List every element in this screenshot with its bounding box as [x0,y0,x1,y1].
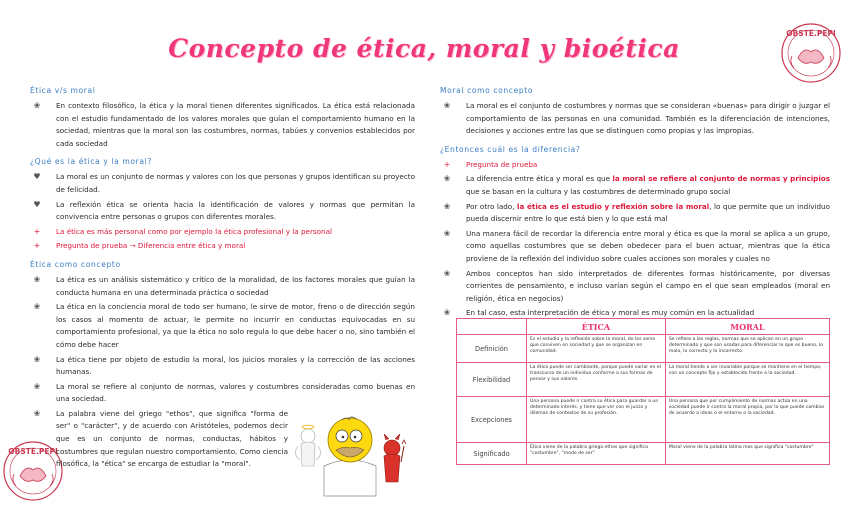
flower-bullet-icon: ❀ [33,408,41,418]
list-item: ❀ La moral se refiere al conjunto de normas, valores y costumbres consideradas como buenas en una sociedad. [33,381,415,404]
list-item: ❀ La ética en la conciencia moral de todo ser humano, le sirve de motor, freno o de dirección según los casos al momento de actuar, le permite no incurrir en conductas equivocadas en su comportamiento profesional, ya que la ética no solo regula lo que debe hacer o no, sino también el cómo debe hacer [33,302,415,349]
bullet-list [30,171,415,253]
cartoon-illustration-icon [294,406,406,504]
page-title: Concepto de ética, moral y bioética [168,34,680,63]
obste-pepi-logo [780,22,842,84]
cross-bullet-icon: + [443,159,451,169]
bullet-list [30,100,415,150]
flower-bullet-icon: ❀ [33,302,41,312]
list-item: ❀ La diferencia entre ética y moral es que la moral se refiere al conjunto de normas y principios que se basan en la cultura y las costumbres de determinado grupo social [443,174,830,196]
flower-bullet-icon: ❀ [33,354,41,364]
list-item-red: + La ética es más personal como por ejemplo la ética profesional y la personal [33,226,333,236]
left-column [30,86,415,473]
flower-bullet-icon: ❀ [33,101,41,110]
flower-bullet-icon: ❀ [443,174,451,184]
comparison-table [456,318,830,465]
table-cell: Es el estudio y la reflexión sobre la moral, de los seres que conviven en sociedad y que se organizan en comunidad. [527,335,666,363]
list-item-red: + Pregunta de prueba → Diferencia entre ética y moral [33,241,246,251]
bullet-list [30,408,288,471]
logo-text: OBSTE.PEPI [8,447,58,456]
cross-bullet-icon: + [33,226,41,236]
table-row [457,335,830,363]
row-label: Significado [457,443,527,465]
logo-stamp-icon [780,22,842,84]
table-cell: Se refiere a las reglas, normas que se aplican en un grupo determinado y que son usadas para diferenciar lo que es bueno, lo malo, lo correcto y lo incorrecto. [665,335,829,363]
list-item-red: + Pregunta de prueba [443,159,538,169]
list-item: ❀ En tal caso, esta interpretación de ética y moral es muy común en la actualidad [443,308,755,318]
flower-bullet-icon: ❀ [443,268,451,278]
bullet-list [440,159,830,320]
flower-bullet-icon: ❀ [33,381,41,391]
list-item: ❀ Ambos conceptos han sido interpretados de diferentes formas históricamente, por diversas corrientes de pensamiento, e incluso varían según el campo en el que sean empleados (moral en religión, ética en negocios) [443,268,830,303]
section-heading-ethics-concept: Ética como concepto [30,259,121,269]
table-header-ethics: ÉTICA [527,319,666,335]
flower-bullet-icon: ❀ [443,101,451,110]
table-corner [457,319,527,335]
table-cell: La moral tiende a ser invariable porque se mantiene en el tiempo, con un concepto fijo y establecido frente a la sociedad. [665,363,829,397]
section-heading-ethics-vs-moral: Ética v/s moral [30,86,96,95]
table-cell: Una persona que por cumplimiento de normas actúa en una sociedad puede ir contra la moral propia, por lo que puede cambiar de acuerdo a ideas o el entorno o la sociedad. [665,397,829,443]
flower-bullet-icon: ❀ [443,308,451,318]
logo-text: OBSTE.PEPI [786,29,836,38]
table-cell: Una persona puede ir contra su ética para guardar a un determinado interés, y tiene que ver con el juicio y dilemas de contextos de su profesión. [527,397,666,443]
list-item: ❀ La moral es el conjunto de costumbres y normas que se consideran «buenas» para dirigir o juzgar el comportamiento de las personas en una comunidad. También es la diferenciación de intenciones, decisiones y acciones entre las que se distinguen como propias y las impropias. [443,101,830,136]
bullet-list [440,100,830,138]
list-item: ❀ Por otro lado, la ética es el estudio y reflexión sobre la moral, lo que permite que un individuo pueda discernir entre lo que está bien y lo que está mal [443,201,830,224]
flower-bullet-icon: ❀ [33,274,41,284]
heart-bullet-icon: ♥ [33,199,41,209]
list-item: ♥ La moral es un conjunto de normas y valores con los que personas y grupos identifican su proyecto de felicidad. [33,172,415,194]
flower-bullet-icon: ❀ [443,228,451,238]
etymology-block [30,408,415,471]
list-item: ❀ En contexto filosófico, la ética y la moral tienen diferentes significados. La ética está relacionada con el estudio fundamentado de los valores morales que guían el comportamiento humano en la sociedad, mientras que la moral son las costumbres, normas, tabúes y convenios establecidos por cada sociedad [33,101,415,148]
table-row [457,397,830,443]
table-cell: La ética puede ser cambiante, porque puede variar en el transcurso de un individuo conforme a sus formas de pensar y sus valores. [527,363,666,397]
heart-bullet-icon: ♥ [33,172,41,182]
list-item: ❀ La ética tiene por objeto de estudio la moral, los juicios morales y la corrección de las acciones humanas. [33,354,415,377]
list-item: ♥ La reflexión ética se orienta hacia la identificación de valores y normas que permitan la convivencia entre personas o grupos con diferentes morales. [33,199,415,222]
table-cell: Ética viene de la palabra griega ethos que significa "costumbre", "modo de ser" [527,443,666,465]
table-row [457,443,830,465]
right-column [440,86,830,322]
homer-angel-devil-illustration [294,406,406,504]
table-row [457,363,830,397]
section-heading-difference: ¿Entonces cuál es la diferencia? [440,144,581,154]
highlight-ethics: la ética es el estudio y reflexión sobre la moral [516,201,710,211]
section-heading-moral-concept: Moral como concepto [440,86,534,95]
row-label: Excepciones [457,397,527,443]
cross-bullet-icon: + [33,241,41,251]
flower-bullet-icon: ❀ [443,201,451,211]
table-header-row [457,319,830,335]
list-item: ❀ La palabra viene del griego "ethos", que significa "forma de ser" o "carácter", y de acuerdo con Aristóteles, podemos decir que es un conjunto de normas, conductas, hábitos y costumbres que regulan nuestro comportamiento. Como ciencia filosófica, la "ética" se encarga de estudiar la "moral". [33,408,288,469]
list-item: ❀ Una manera fácil de recordar la diferencia entre moral y ética es que la moral se aplica a un grupo, como aquellas costumbres que se deben obedecer para el buen actuar, mientras que la ética proviene de la reflexión del individuo sobre cuales acciones son morales y cuales no [443,228,830,263]
table-cell: Moral viene de la palabra latina mos que significa "costumbre" [665,443,829,465]
bullet-list [30,274,415,406]
section-heading-what-is: ¿Qué es la ética y la moral? [30,157,152,167]
table-header-moral: MORAL [665,319,829,335]
row-label: Flexibilidad [457,363,527,397]
row-label: Definición [457,335,527,363]
list-item: ❀ La ética es un análisis sistemático y crítico de la moralidad, de los factores morales que guían la conducta humana en una determinada práctica o sociedad [33,274,415,297]
highlight-moral: la moral se refiere al conjunto de normas y principios [612,174,830,184]
